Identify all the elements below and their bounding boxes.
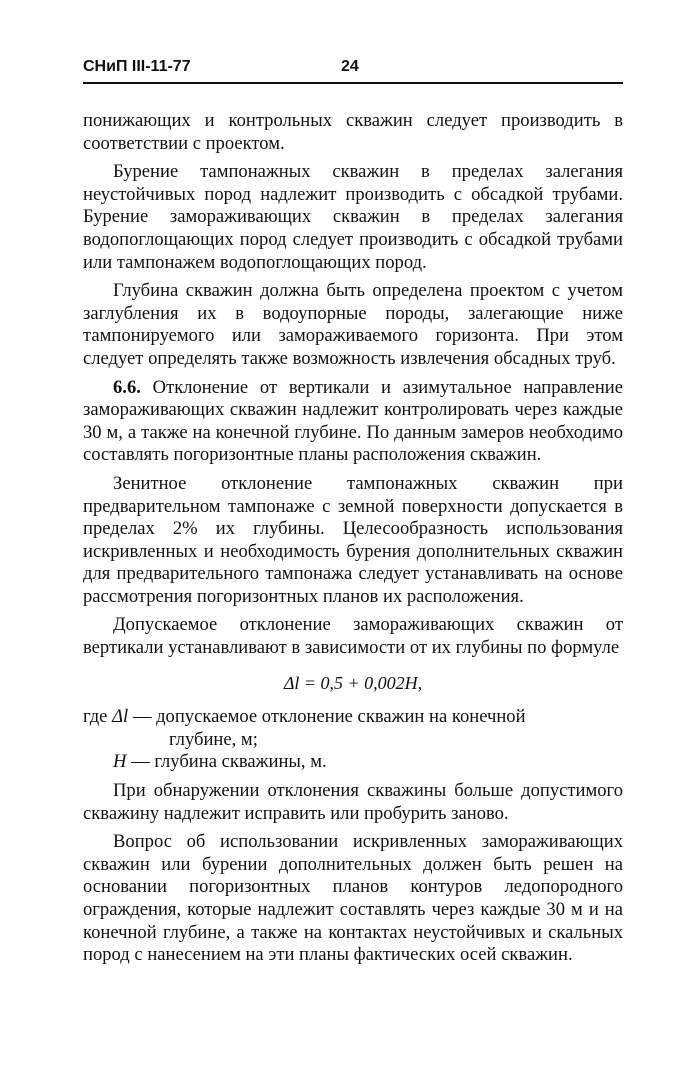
- page-number: 24: [341, 58, 359, 75]
- legend-symbol-delta: Δl: [112, 706, 129, 728]
- clause-6-6-text: Отклонение от вертикали и азимутальное направление замораживающих скважин надлежит контролировать через каждые 30 м, а также на конечной глубине. По данным замеров необходимо составлять погоризонтные планы расположения скважин.: [83, 376, 623, 466]
- body-text: [83, 110, 623, 967]
- paragraph-drilling-casing: Бурение тампонажных скважин в пределах залегания неустойчивых пород надлежит производить с обсадкой трубами. Бурение замораживающих скважин в пределах залегания водопоглощающих пород следует производить с обсадкой трубами или тампонажем водопоглощающих пород.: [83, 161, 623, 273]
- legend-where: где: [83, 706, 108, 728]
- legend-def-h: — глубина скважины, м.: [126, 751, 327, 773]
- clause-number: 6.6.: [113, 376, 141, 398]
- paragraph-correction: При обнаружении отклонения скважины больше допустимого скважину надлежит исправить или пробурить заново.: [83, 780, 623, 824]
- formula-legend: [83, 706, 623, 774]
- paragraph-horizontal-plans: Вопрос об использовании искривленных замораживающих скважин или бурении дополнительных должен быть решен на основании погоризонтных планов контуров ледопородного ограждения, которые надлежит составлять через каждые 30 м и на конечной глубине, а также на контактах неустойчивых и скальных пород с нанесением на эти планы фактических осей скважин.: [83, 831, 623, 966]
- paragraph-well-depth: Глубина скважин должна быть определена проектом с учетом заглубления их в водоупорные породы, залегающие ниже тампонируемого или замораживаемого горизонта. При этом следует определять также возможность извлечения обсадных труб.: [83, 280, 623, 369]
- legend-symbol-h: H: [113, 751, 127, 773]
- legend-line-delta: [83, 706, 623, 729]
- legend-def-delta: — допускаемое отклонение скважин на конечной: [128, 706, 526, 728]
- paragraph-clause-6-6: [83, 377, 623, 467]
- standard-code: СНиП III-11-77: [83, 58, 191, 75]
- paragraph-continuation: понижающих и контрольных скважин следует производить в соответствии с проектом.: [83, 110, 623, 154]
- legend-line-h: [83, 751, 623, 774]
- paragraph-zenith-deviation: Зенитное отклонение тампонажных скважин при предварительном тампонаже с земной поверхности допускается в пределах 2% их глубины. Целесообразность использования искривленных и необходимость бурения дополнительных скважин для предварительного тампонажа следует устанавливать на основе рассмотрения погоризонтных планов их расположения.: [83, 472, 623, 607]
- document-page: [83, 58, 623, 966]
- deviation-formula: Δl = 0,5 + 0,002H,: [283, 672, 423, 693]
- header-rule: [83, 82, 623, 84]
- paragraph-allowed-deviation: Допускаемое отклонение замораживающих скважин от вертикали устанавливают в зависимости от их глубины по формуле: [83, 614, 623, 659]
- legend-def-delta-cont: глубине, м;: [169, 728, 258, 750]
- page-header: [83, 58, 623, 84]
